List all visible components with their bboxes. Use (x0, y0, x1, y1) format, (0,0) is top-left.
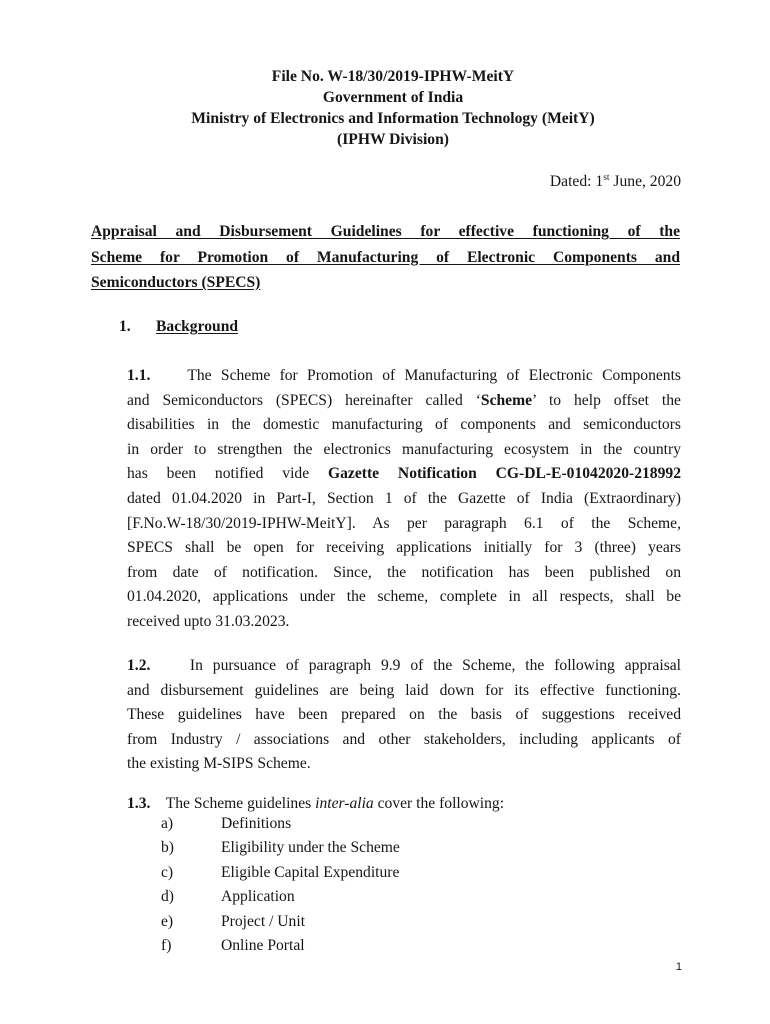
paragraph-line: in order to strengthen the electronics manufacturing ecosystem in the country (127, 440, 681, 458)
paragraph-line (127, 364, 681, 389)
paragraph-line: disabilities in the domestic manufacturing of components and semiconductors (127, 416, 681, 434)
paragraph-text: has been notified vide (127, 465, 328, 483)
list-item-label: e) (161, 912, 174, 930)
paragraph-text: cover the following: (373, 795, 505, 812)
paragraph-1-2 (127, 654, 681, 777)
dated-ordinal: st (603, 173, 610, 183)
paragraph-text: and Semiconductors (SPECS) hereinafter called ‘ (127, 391, 481, 409)
paragraph-line (127, 462, 681, 487)
inter-alia-term: inter-alia (315, 795, 374, 812)
dated-line (550, 172, 681, 192)
page-number: 1 (675, 961, 682, 973)
dated-rest: June, 2020 (609, 173, 681, 190)
paragraph-line: from date of notification. Since, the notification has been published on (127, 563, 681, 581)
title-line: Scheme for Promotion of Manufacturing of Electronic Components and (91, 248, 680, 266)
list-item-text: Online Portal (221, 936, 305, 954)
paragraph-line: received upto 31.03.2023. (127, 612, 290, 630)
list-item-text: Eligibility under the Scheme (221, 839, 400, 857)
paragraph-number: 1.1. (127, 367, 151, 384)
dated-prefix: Dated: 1 (549, 173, 604, 190)
paragraph-text: In pursuance of paragraph 9.9 of the Scheme, the following appraisal (189, 657, 682, 674)
list-item-label: c) (161, 863, 174, 881)
section-number: 1. (119, 318, 131, 335)
title-line: Semiconductors (SPECS) (91, 274, 261, 291)
paragraph-line: SPECS shall be open for receiving applications initially for 3 (three) years (127, 539, 681, 557)
government-line: Government of India (322, 89, 464, 106)
scheme-term: Scheme (480, 391, 532, 409)
file-number: File No. W-18/30/2019-IPHW-MeitY (271, 68, 515, 85)
paragraph-line: [F.No.W-18/30/2019-IPHW-MeitY]. As per paragraph 6.1 of the Scheme, (127, 514, 681, 532)
paragraph-1-3 (127, 792, 681, 817)
list-item-label: f) (161, 936, 172, 954)
document-title (91, 219, 680, 296)
paragraph-number: 1.3. (127, 795, 151, 812)
list-item-text: Eligible Capital Expenditure (221, 863, 400, 881)
ministry-line: Ministry of Electronics and Information Technology (MeitY) (191, 110, 595, 127)
list-item-text: Definitions (221, 815, 292, 832)
document-header (0, 66, 770, 150)
paragraph-line (127, 389, 681, 414)
paragraph-line: dated 01.04.2020 in Part-I, Section 1 of the Gazette of India (Extraordinary) (127, 489, 681, 507)
paragraph-number: 1.2. (127, 657, 151, 674)
paragraph-text: The Scheme guidelines (165, 795, 316, 812)
title-line: Appraisal and Disbursement Guidelines for effective functioning of the (91, 223, 680, 240)
paragraph-line (127, 792, 681, 817)
list-item-text: Application (221, 888, 295, 906)
paragraph-text: ’ to help offset the (532, 391, 681, 409)
division-line: (IPHW Division) (337, 131, 449, 148)
list-item-text: Project / Unit (221, 912, 306, 930)
paragraph-line: 01.04.2020, applications under the scheme, complete in all respects, shall be (127, 588, 681, 606)
paragraph-line: the existing M-SIPS Scheme. (127, 755, 311, 773)
paragraph-text: The Scheme for Promotion of Manufacturing of Electronic Components (187, 367, 681, 384)
section-title: Background (156, 318, 239, 335)
paragraph-line: from Industry / associations and other stakeholders, including applicants of (127, 730, 681, 748)
list-item-label: d) (161, 888, 174, 906)
gazette-notification: Gazette Notification CG-DL-E-01042020-218992 (328, 465, 681, 483)
paragraph-line (127, 654, 681, 679)
paragraph-1-1 (127, 364, 681, 635)
paragraph-line: and disbursement guidelines are being laid down for its effective functioning. (127, 681, 681, 699)
list-item-label: a) (161, 815, 174, 832)
paragraph-line: These guidelines have been prepared on the basis of suggestions received (127, 706, 681, 724)
list-item-label: b) (161, 839, 174, 857)
